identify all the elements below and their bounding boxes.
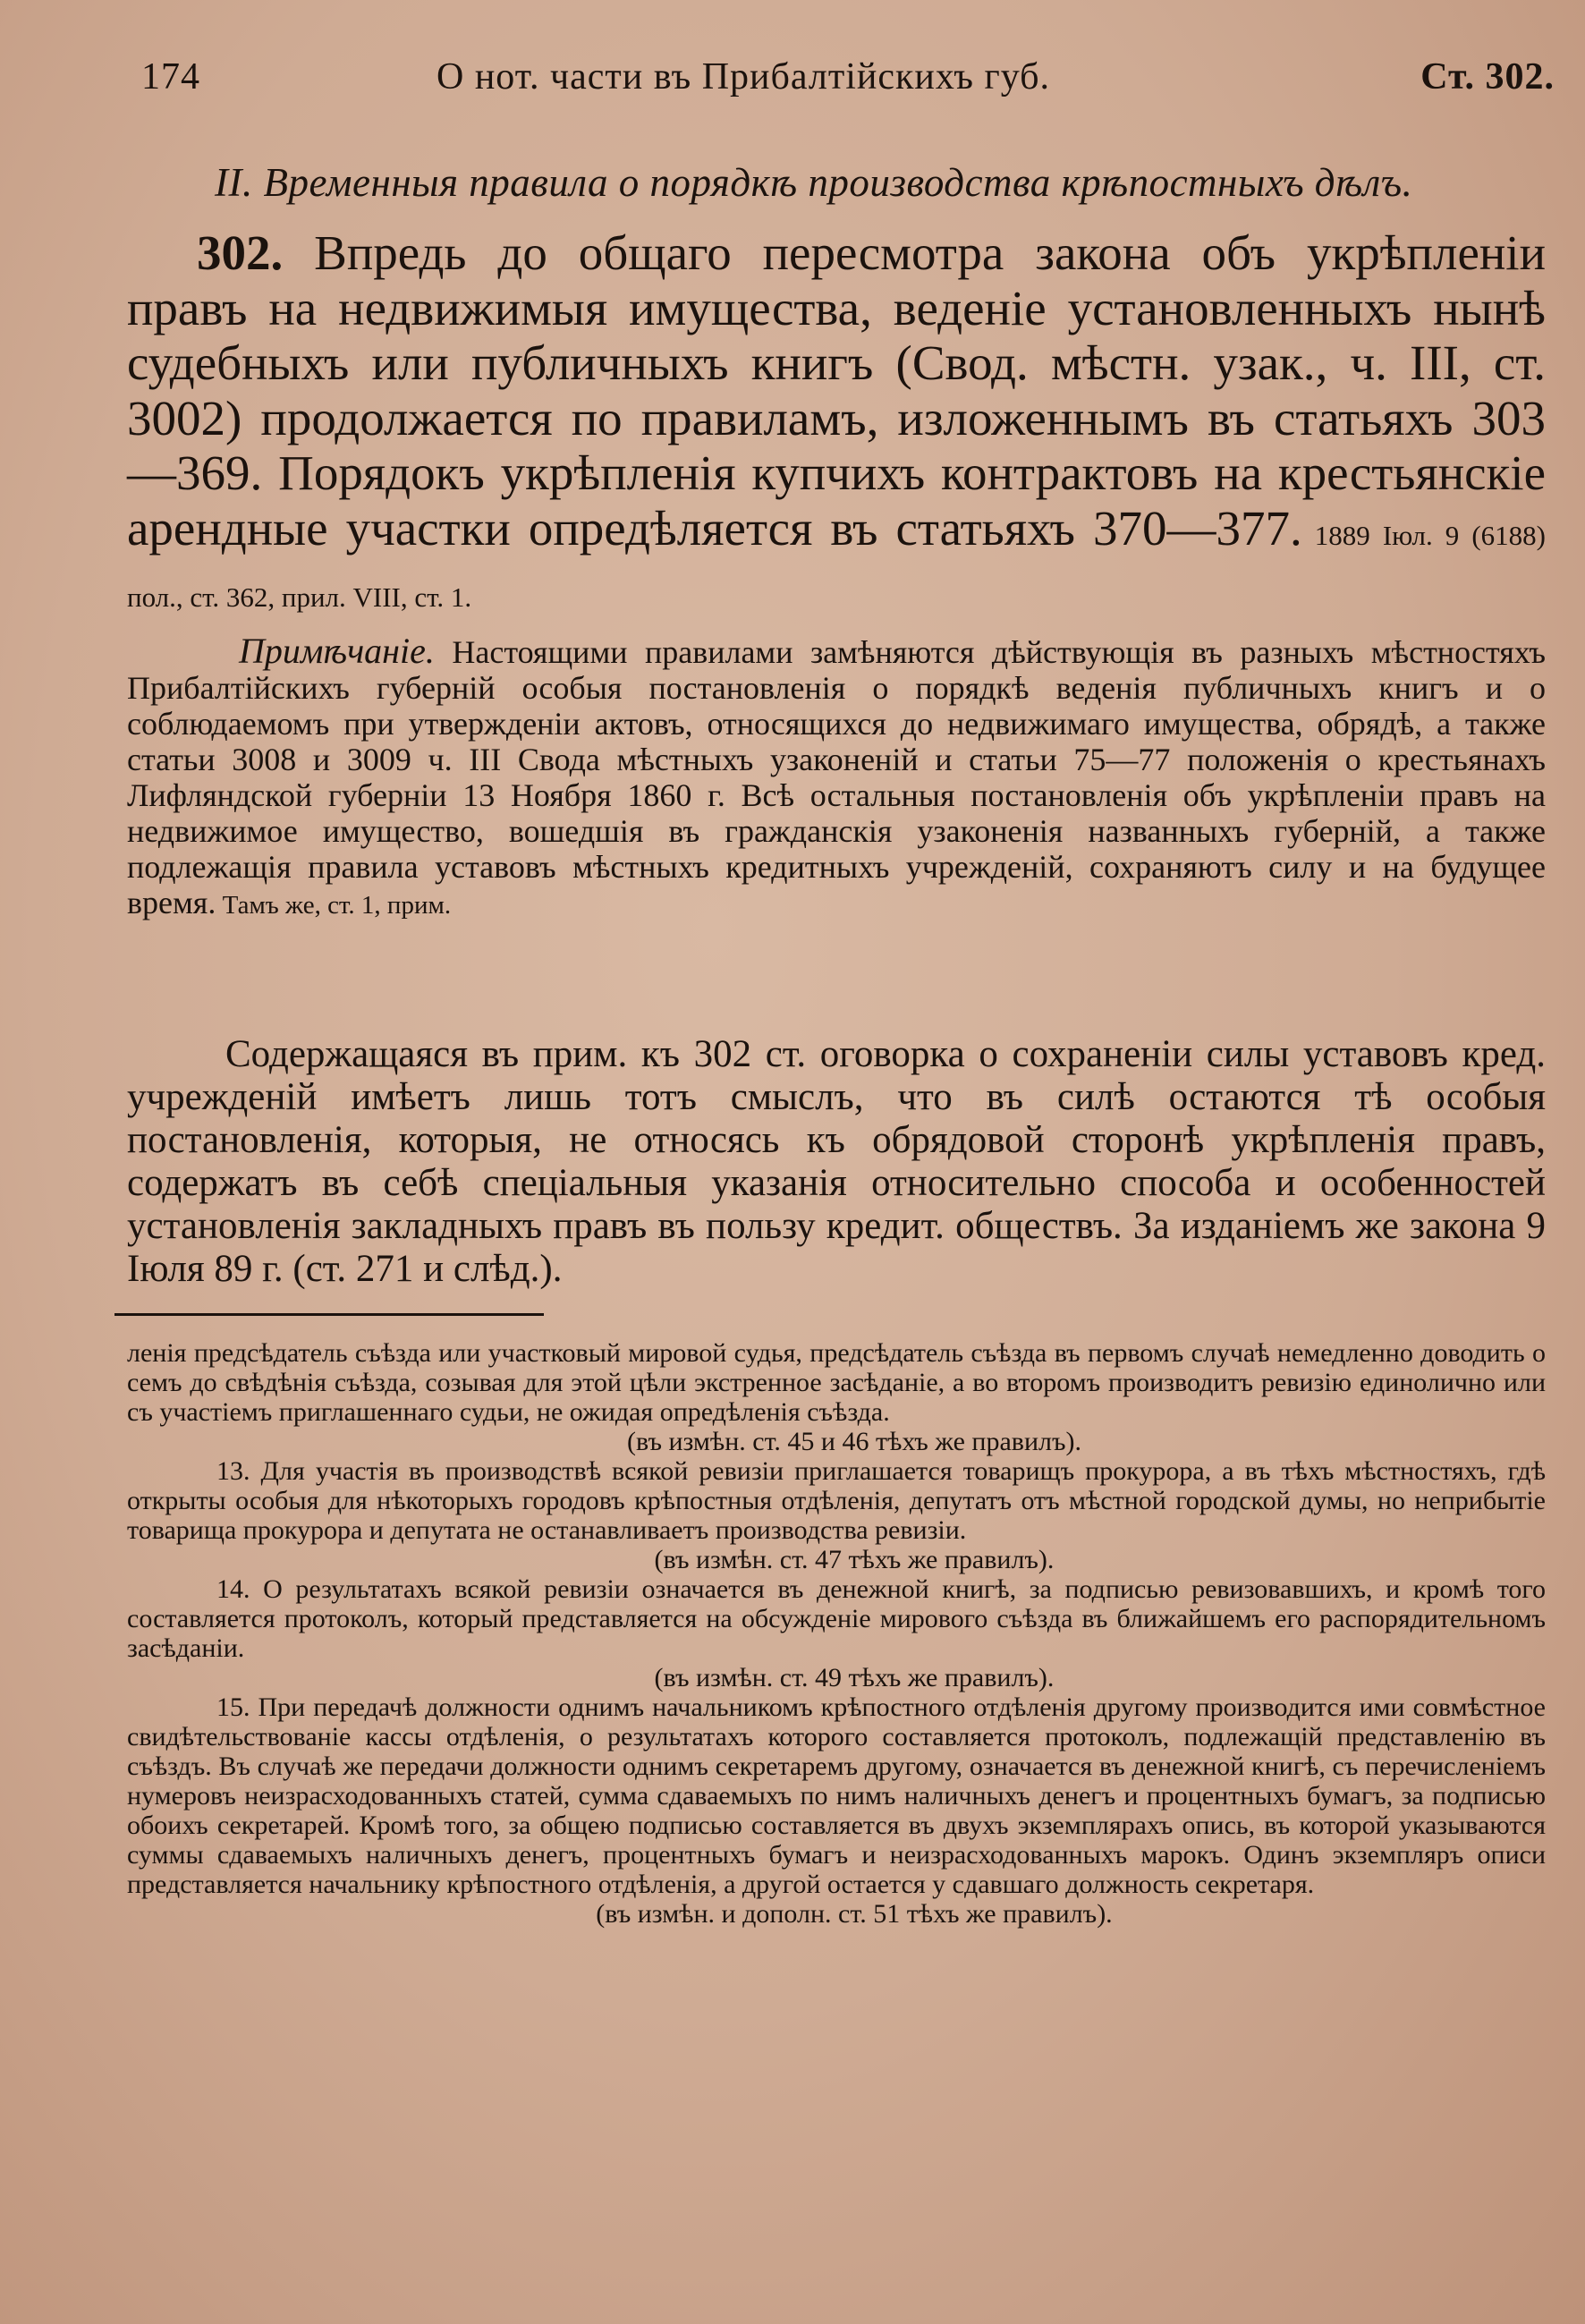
running-header (141, 55, 1555, 109)
footnote-13: 13. Для участія въ производствѣ всякой ревизіи приглашается товарищъ прокурора, а въ тѣхъ мѣстностяхъ, гдѣ открыты особыя для нѣкоторыхъ городовъ крѣпостныя отдѣленія, депутатъ отъ мѣстной городской думы, но неприбытіе товарища прокурора и депутата не останавливаетъ производства ревизіи. (127, 1456, 1546, 1545)
article-note (127, 633, 1546, 923)
article-text: Впредь до общаго пересмотра закона объ укрѣпленіи правъ на недвижимыя имущества, веденіе установленныхъ нынѣ судебныхъ или публичныхъ книгъ (Свод. мѣстн. узак., ч. III, ст. 3002) продолжается по правиламъ, изложеннымъ въ статьяхъ 303—369. Порядокъ укрѣпленія купчихъ контрактовъ на крестьянскіе арендные участки опредѣляется въ статьяхъ 370—377. (127, 225, 1546, 556)
commentary-text: Содержащаяся въ прим. къ 302 ст. оговорка о сохраненіи силы уставовъ кред. учрежденій имѣетъ лишь тотъ смыслъ, что въ силѣ остаются тѣ особыя постановленія, которыя, не относясь къ обрядовой сторонѣ укрѣпленія правъ, содержатъ въ себѣ спеціальныя указанія относительно способа и особенностей установленія закладныхъ правъ въ пользу кредит. обществъ. За изданіемъ же закона 9 Іюля 89 г. (ст. 271 и слѣд.). (127, 1033, 1546, 1290)
note-label: Примѣчаніе. (239, 631, 435, 671)
running-title: О нот. части въ Прибалтійскихъ губ. (437, 56, 1051, 98)
footnote-source: (въ измѣн. и дополн. ст. 51 тѣхъ же правилъ). (596, 1899, 1113, 1929)
note-text: Настоящими правилами замѣняются дѣйствующія въ разныхъ мѣстностяхъ Прибалтійскихъ губерній особыя постановленія о порядкѣ веденія публичныхъ книгъ и о соблюдаемомъ при утвержденіи актовъ, относящихся до недвижимаго имущества, обрядѣ, а также статьи 3008 и 3009 ч. III Свода мѣстныхъ узаконеній и статьи 75—77 положенія о крестьянахъ Лифляндской губерніи 13 Ноября 1860 г. Всѣ остальныя постановленія объ укрѣпленіи правъ на недвижимое имущество, вошедшія въ гражданскія узаконенія названныхъ губерній, а также подлежащія правила уставовъ мѣстныхъ кредитныхъ учрежденій, сохраняютъ силу и на будущее время. (127, 634, 1546, 920)
footnote-source: (въ измѣн. ст. 47 тѣхъ же правилъ). (654, 1545, 1055, 1574)
footnote-source: (въ измѣн. ст. 45 и 46 тѣхъ же правилъ). (627, 1427, 1081, 1456)
footnote-15: 15. При передачѣ должности однимъ начальникомъ крѣпостного отдѣленія другому производится ими совмѣстное свидѣтельствованіе кассы отдѣленія, о результатахъ которого составляется протоколъ, подлежащій представленію въ съѣздъ. Въ случаѣ же передачи должности однимъ секретаремъ другому, означается въ денежной книгѣ, съ перечисленіемъ нумеровъ неизрасходованныхъ статей, сумма сдаваемыхъ по нимъ наличныхъ денегъ и процентныхъ бумагъ, за подписью обоихъ секретарей. Кромѣ того, за общею подписью составляется въ двухъ экземплярахъ опись, въ которой указываются суммы сдаваемыхъ наличныхъ денегъ, процентныхъ бумагъ и неизрасходованныхъ марокъ. Одинъ экземпляръ описи представляется начальнику крѣпостного отдѣленія, а другой остается у сдавшаго должность секретаря. (127, 1692, 1546, 1899)
commentary (127, 1033, 1546, 1291)
footnote-14: 14. О результатахъ всякой ревизіи означается въ денежной книгѣ, за подписью ревизовавшихъ, и кромѣ того составляется протоколъ, который представляется на обсужденіе мирового съѣзда въ ближайшемъ его распорядительномъ засѣданіи. (127, 1574, 1546, 1663)
footnotes (127, 1338, 1546, 1929)
note-citation: Тамъ же, ст. 1, прим. (216, 891, 452, 920)
section-title: II. Временныя правила о порядкѣ производства крѣпостныхъ дѣлъ. (215, 160, 1413, 205)
article-reference: Ст. 302. (1420, 56, 1555, 98)
article-citation: 1889 Іюл. 9 (6188) пол., ст. 362, прил. VIII, ст. 1. (127, 519, 1547, 613)
footnote-continued: ленія предсѣдатель съѣзда или участковый мировой судья, предсѣдатель съѣзда въ первомъ случаѣ немедленно доводить о семъ до свѣдѣнія съѣзда, созывая для этой цѣли экстренное засѣданіе, а во второмъ производитъ ревизію единолично или съ участіемъ приглашеннаго судьи, не ожидая опредѣленія съѣзда. (127, 1338, 1546, 1427)
page-number: 174 (141, 56, 200, 98)
article-302 (127, 225, 1546, 625)
footnote-source: (въ измѣн. ст. 49 тѣхъ же правилъ). (654, 1663, 1055, 1692)
footnote-divider (114, 1313, 544, 1316)
article-number: 302. (197, 225, 284, 280)
